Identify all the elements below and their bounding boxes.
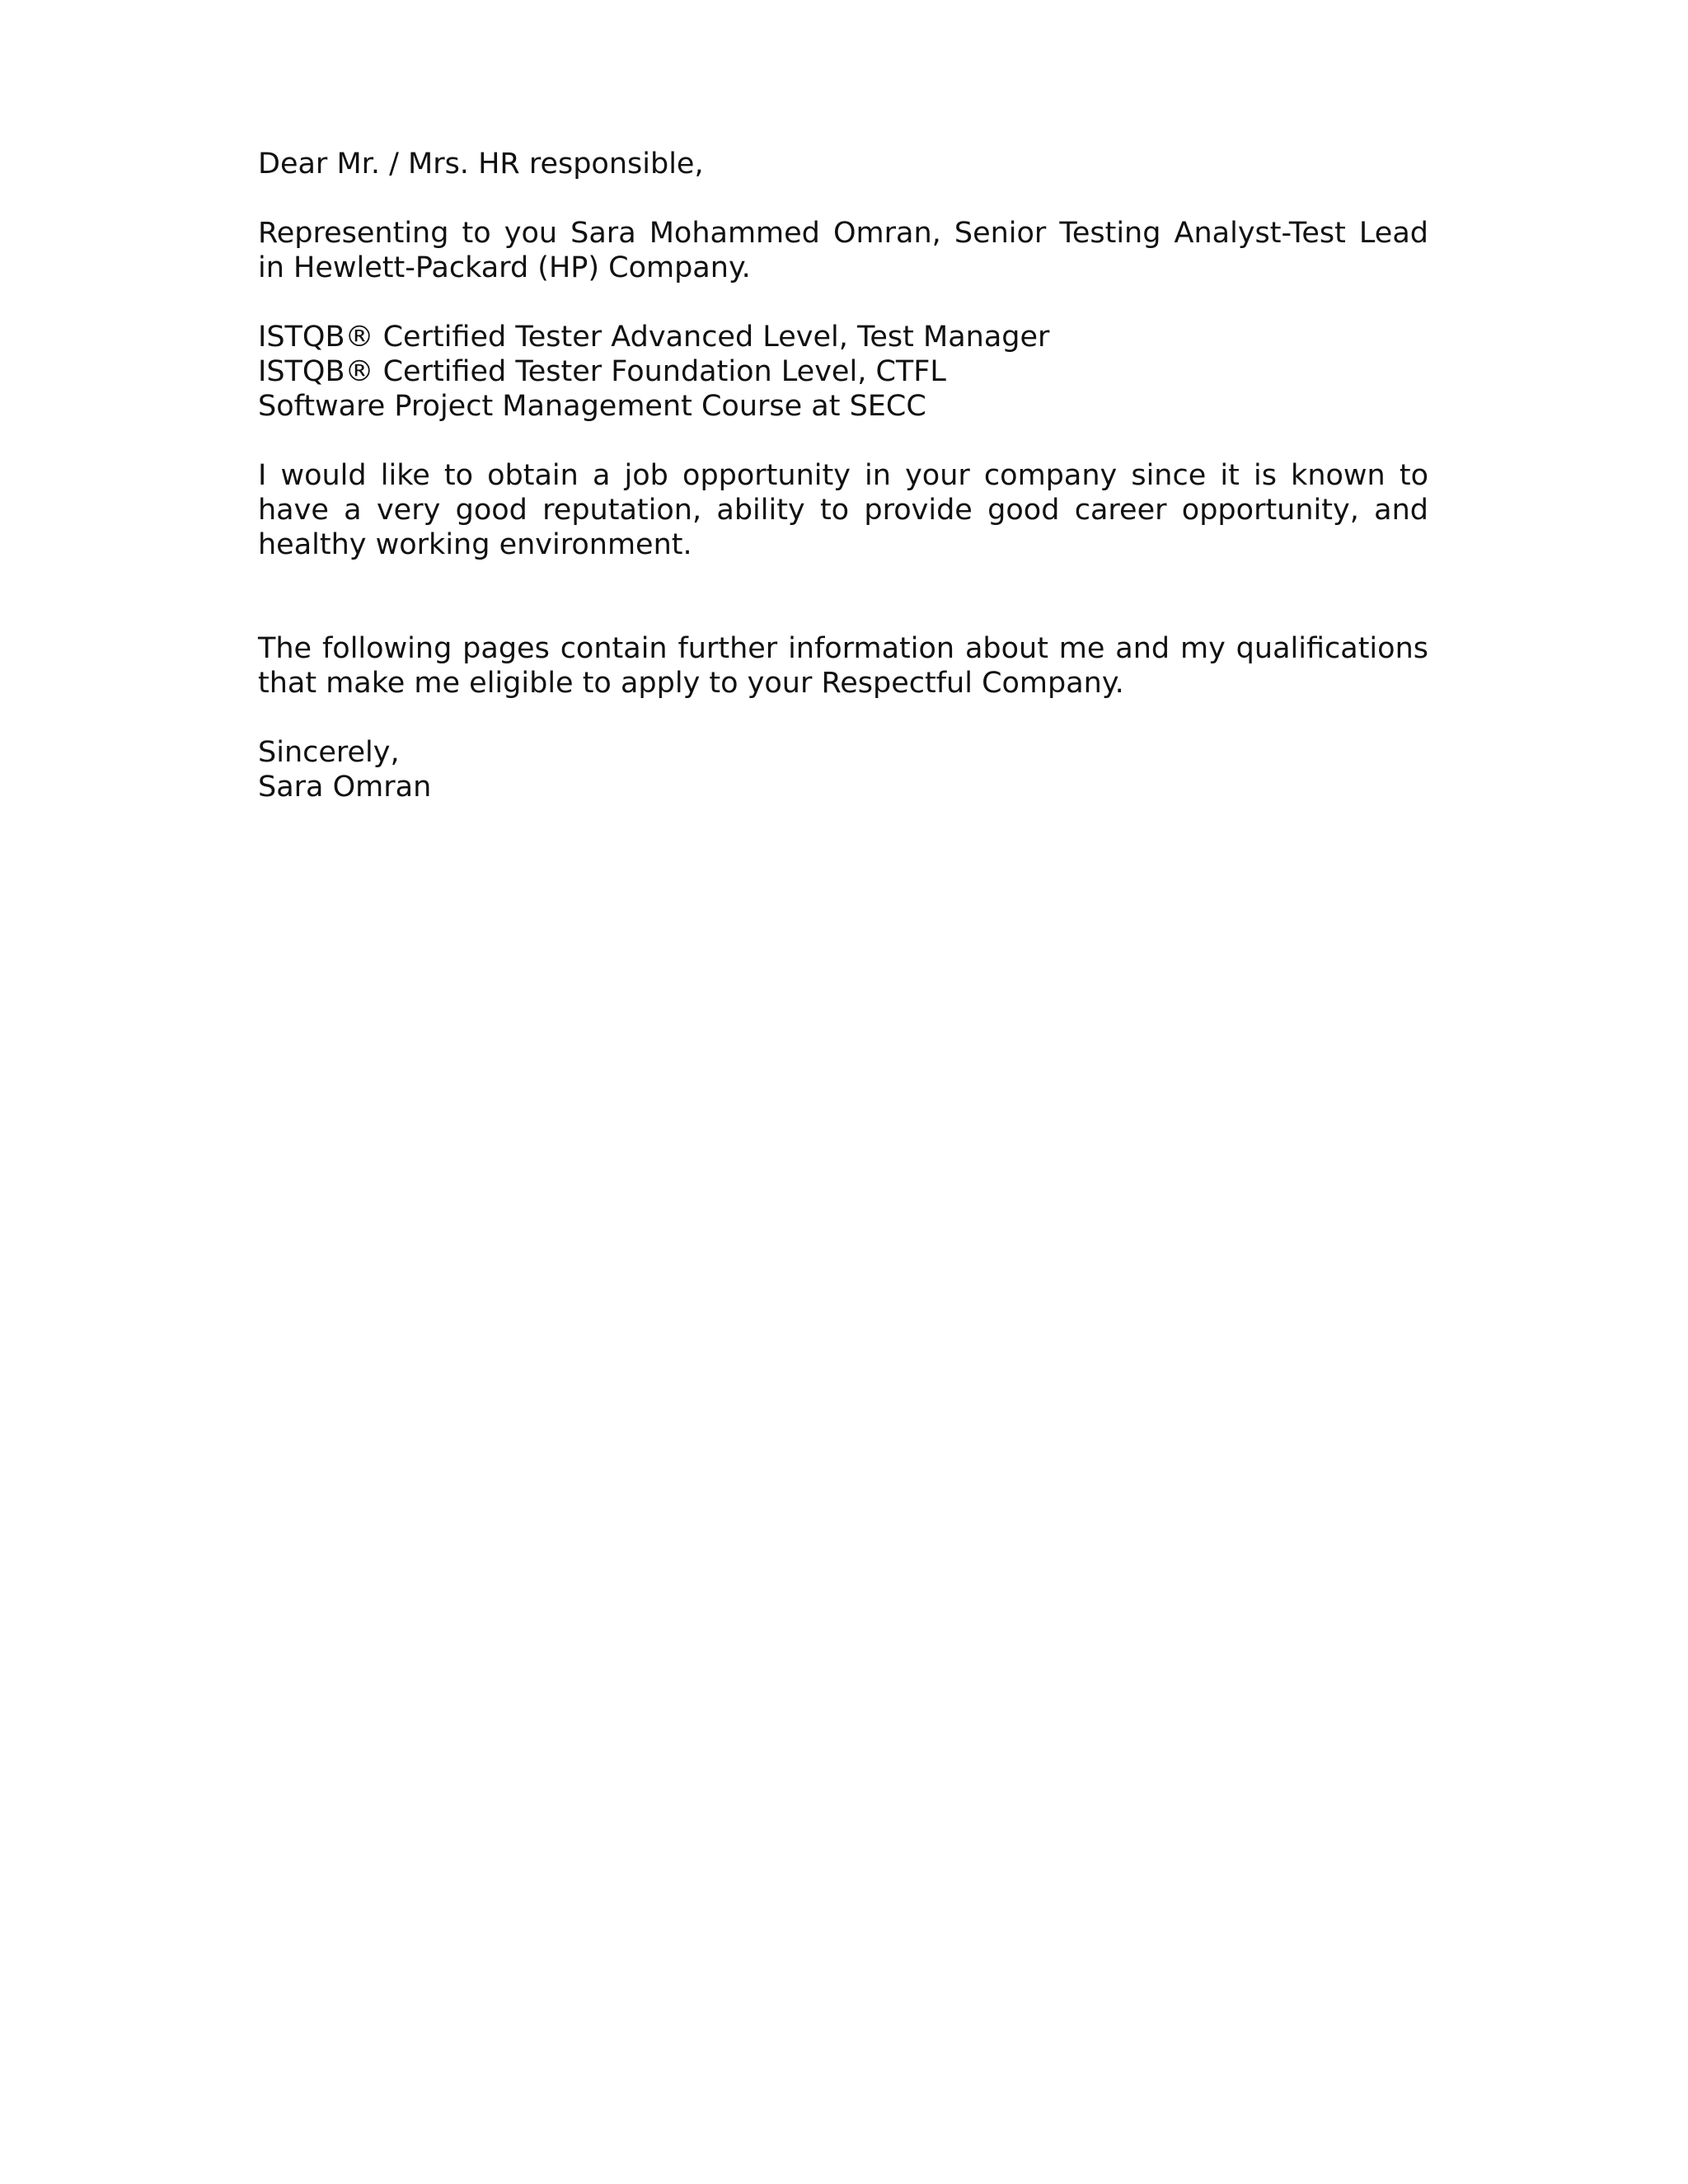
salutation-text: Dear Mr. / Mrs. HR responsible, xyxy=(258,148,704,180)
motivation-line-3: healthy working environment. xyxy=(258,528,692,561)
further-info-line-2: that make me eligible to apply to your Respectful Company. xyxy=(258,667,1124,700)
intro-paragraph xyxy=(258,216,1428,285)
intro-line-2: in Hewlett-Packard (HP) Company. xyxy=(258,251,751,284)
certifications-list xyxy=(258,320,1428,424)
further-info-line-1: The following pages contain further information about me and my qualifications xyxy=(258,632,1428,665)
motivation-line-1: I would like to obtain a job opportunity in your company since it is known to xyxy=(258,459,1428,492)
further-info-paragraph xyxy=(258,631,1428,701)
cover-letter xyxy=(258,147,1428,839)
certification-item: ISTQB® Certified Tester Advanced Level, Test Manager xyxy=(258,321,1050,354)
signature-name: Sara Omran xyxy=(258,771,432,804)
motivation-paragraph xyxy=(258,458,1428,562)
certification-item: ISTQB® Certified Tester Foundation Level, CTFL xyxy=(258,355,946,388)
certification-item: Software Project Management Course at SECC xyxy=(258,390,926,423)
closing-text: Sincerely, xyxy=(258,736,400,769)
intro-line-1: Representing to you Sara Mohammed Omran, Senior Testing Analyst-Test Lead xyxy=(258,217,1428,250)
motivation-line-2: have a very good reputation, ability to provide good career opportunity, and xyxy=(258,494,1428,527)
salutation xyxy=(258,147,1428,181)
sign-off xyxy=(258,735,1428,804)
